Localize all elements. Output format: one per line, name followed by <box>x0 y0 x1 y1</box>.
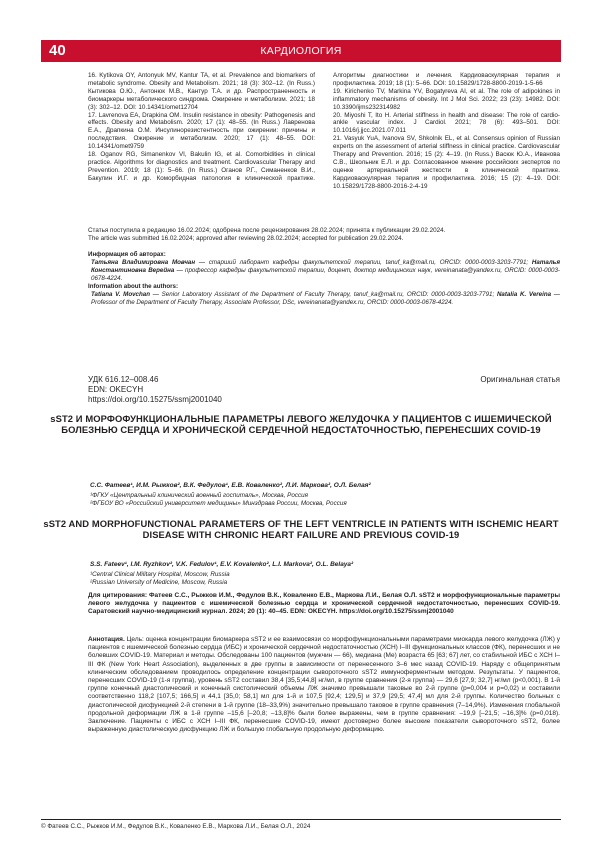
citation: Для цитирования: Фатеев С.С., Рыжков И.М., Федулов В.К., Коваленко Е.В., Маркова Л.И., Белая О.Л. sST2 и морфофункциональные параметры левого желудочка у пациентов с ишемической болезнью сердца и хронической сердечной недостаточностью, перенесших COVID-19. Саратовский научно-медицинский журнал. 2024; 20 (1): 40–45. EDN: OKECYH. https://doi.org/10.15275/ssmj2001040 <box>88 592 560 616</box>
dates-ru: Статья поступила в редакцию 16.02.2024; одобрена после рецензирования 28.02.2024; принята к публикации 29.02.2024. <box>88 227 446 234</box>
abstract-label: Аннотация. <box>88 636 125 643</box>
authors-heading-en: Information about the authors: <box>88 283 179 290</box>
affiliation: ¹ФГКУ «Центральный клинический военный госпиталь», Москва, Россия <box>90 492 308 499</box>
submission-dates <box>88 227 560 243</box>
reference-item: 20. Miyoshi T, Ito H. Arterial stiffness in health and disease: The role of cardio-ankle vascular index. J Cardiol. 2021; 78 (6): 493–501. DOI: 10.1016/j.jjcc.2021.07.011 <box>333 111 560 135</box>
copyright-footer: © Фатеев С.С., Рыжков И.М., Федулов В.К., Коваленко Е.В., Маркова Л.И., Белая О.Л., 2024 <box>41 819 561 830</box>
author-name: Natalia K. Vereina <box>496 291 552 298</box>
reference-item: 17. Lavrenova EA, Drapkina OM. Insulin resistance in obesity: Pathogenesis and effects. Obesity and Metabolism. 2020; 17 (1): 48–55. (In Russ.) Лавренова Е.А., Драпкина О.М. Инсулинорезистентность при ожирении: причины и последствия. Ожирение и метаболизм. 2020; 17 (1): 48–55. DOI: 10.14341/omet9759 <box>88 111 315 151</box>
affiliations-en <box>90 571 230 587</box>
reference-item: 21. Vasyuk YuA, Ivanova SV, Shkolnik EL, et al. Consensus opinion of Russian experts on the assessment of arterial stiffness in clinical practice. Cardiovascular Therapy and Prevention. 2016; 15 (2): 4–19. (In Russ.) Васюк Ю.А., Иванова С.В., Школьник Е.Л. и др. Согласованное мнение российских экспертов по оценке артериальной жесткости в клинической практике. Кардиоваскулярная терапия и профилактика. 2016; 15 (2): 4–19. DOI: 10.15829/1728-8800-2016-2-4-19 <box>333 135 560 190</box>
author-names-en: S.S. Fateev¹, I.M. Ryzhkov², V.K. Fedulov¹, E.V. Kovalenko², L.I. Markova², O.L. Belaya² <box>90 561 354 568</box>
affiliation: ²ФГБОУ ВО «Российский университет медицины» Минздрава России, Москва, Россия <box>90 500 347 507</box>
page-number: 40 <box>49 42 66 59</box>
author-name: Наталья Константиновна Верейна <box>91 259 561 274</box>
author-information <box>88 251 560 307</box>
reference-list <box>88 72 560 191</box>
reference-item: 18. Oganov RG, Simanenkov VI, Bakulin IG, et al. Comorbidities in clinical practice. Algorithms for diagnostics and treatment. Cardiovascular Therapy and Prevention. 2019; 18 (1): 5–66. (In Russ.) Оганов Р.Г., Симаненков В.И., Бакулин И.Г. и др. Коморбидная патология в клинической практике. Алгоритмы диагностики и лечения. Кардиоваскулярная терапия и профилактика. 2019; 18 (1): 5–66. DOI: 10.15829/1728-8800-2019-1-5-66 <box>88 72 560 182</box>
abstract <box>88 636 560 734</box>
author-details: — Professor of the Department of Faculty Therapy, Associate Professor, DSc, vereinanata@yandex.ru, ORCID: 0000-0003-0678-4224. <box>91 291 560 306</box>
authors-heading-ru: Информация об авторах: <box>88 251 166 258</box>
reference-item: 19. Kirichenko TV, Markina YV, Bogatyreva AI, et al. The role of adipokines in inflammatory mechanisms of obesity. Int J Mol Sci. 2022; 23 (23): 14982. DOI: 10.3390/ijms232314982 <box>333 87 560 111</box>
author-name: Tatiana V. Movchan <box>91 291 151 298</box>
affiliation: ¹Central Clinical Military Hospital, Moscow, Russia <box>90 571 230 578</box>
section-title: КАРДИОЛОГИЯ <box>260 45 342 57</box>
edn-code: EDN: OKECYH <box>88 385 144 394</box>
authors-body-en <box>88 291 560 307</box>
reference-item: 16. Kytikova OY, Antonyuk MV, Kantur TA, et al. Prevalence and biomarkers of metabolic syndrome. Obesity and Metabolism. 2021; 18 (3): 302–12. (In Russ.) Кытикова О.Ю., Антонюк М.В., Кантур Т.А. и др. Распространенность и биомаркеры метаболического синдрома. Ожирение и метаболизм. 2021; 18 (3): 302–12. DOI: 10.14341/omet12704 <box>88 72 315 111</box>
authors-body-ru <box>88 259 560 283</box>
udc-code: УДК 616.12–008.46 <box>88 375 159 384</box>
author-details: — Senior Laboratory Assistant of the Department of Faculty Therapy, tanuf_ka@mail.ru, ORCID: 0000-0003-3203-7791; <box>150 291 495 298</box>
author-name: Татьяна Владимировна Мовчан <box>91 259 196 266</box>
article-title-ru: sST2 И МОРФОФУНКЦИОНАЛЬНЫЕ ПАРАМЕТРЫ ЛЕВОГО ЖЕЛУДОЧКА У ПАЦИЕНТОВ С ИШЕМИЧЕСКОЙ БОЛЕЗНЬЮ СЕРДЦА И ХРОНИЧЕСКОЙ СЕРДЕЧНОЙ НЕДОСТАТОЧНОСТЬЮ, ПЕРЕНЕСШИХ COVID-19 <box>50 413 552 435</box>
author-names-ru: С.С. Фатеев¹, И.М. Рыжков², В.К. Федулов¹, Е.В. Коваленко², Л.И. Маркова², О.Л. Белая² <box>90 482 371 489</box>
page-header <box>41 40 561 62</box>
affiliation: ²Russian University of Medicine, Moscow, Russia <box>90 579 228 586</box>
article-title-en: sST2 AND MORPHOFUNCTIONAL PARAMETERS OF THE LEFT VENTRICLE IN PATIENTS WITH ISCHEMIC HEART DISEASE WITH CHRONIC HEART FAILURE AND PREVIOUS COVID-19 <box>43 518 559 540</box>
abstract-text: Цель: оценка концентрации биомаркера sST2 и ее взаимосвязи со морфофункциональными параметрами миокарда левого желудочка (ЛЖ) у пациентов с ишемической болезнью сердца (ИБС) и хронической сердечной недостаточностью (ХСН) I–III функциональных классов (ФК), перенесших и не болевших COVID-19. Материал и методы. Обследованы 100 пациентов (мужчин — 66), медиана (Me) возраста 65 [63; 67] лет, со стабильной ИБС с ХСН I–III ФК (New York Heart Association), выделенных в две группы в зависимости от перенесенного 3–6 мес назад COVID-19. Наряду с общепринятым клиническим обследованием проводилось определение концентрации сывороточного sST2 иммуноферментным методом. Результаты. У пациентов, перенесших COVID-19 (1-я группа), уровень sST2 составил 38,4 [35,5;44,8] нг/мл, в группе сравнения (2-я группа) — 29,6 [27,9; 32,7] нг/мл (p<0,001). В 1-й группе конечный диастолический и конечный систолический объемы ЛЖ значимо превышали таковые во 2-й группе (p=0,004 и p=0,02) и составили соответственно 118,2 [107,5; 166,5] и 44,1 [35,0; 58,1] мл для 1-й и 107,5 [92,4; 129,5] и 37,9 [29,5; 47,4] мл для 2-й группы. Количество больных с диастолической дисфункцией 2-й степени в 1-й группе (18–33,9%) значительно превышало таковое в группе сравнения (7–14,9%). Изменения глобальной продольной деформации ЛЖ в 1-й группе –15,6 [–20,8; –13,8]% были более выражены, чем в группе сравнения: –19,9 [–21,5; –16,3]% (p=0,018). Заключение. Пациенты с ИБС с ХСН I–III ФК, перенесшие COVID-19, имеют достоверно более высокие показатели сывороточного sST2, более выраженную диастолическую дисфункцию ЛЖ и большую глобальную продольную деформацию. <box>88 636 560 734</box>
author-details: — старший лаборант кафедры факультетской терапии, tanuf_ka@mail.ru, ORCID: 0000-0003-3203-7791; <box>195 259 529 266</box>
udc-block <box>88 375 222 405</box>
dates-en: The article was submitted 16.02.2024; approved after reviewing 28.02.2024; accepted for publication 29.02.2024. <box>88 235 404 242</box>
article-type: Оригинальная статья <box>480 375 560 384</box>
affiliations-ru <box>90 492 347 508</box>
doi-link[interactable]: https://doi.org/10.15275/ssmj2001040 <box>88 395 222 404</box>
author-details: — профессор кафедры факультетской терапии, доцент, доктор медицинских наук, vereinanata@yandex.ru, ORCID: 0000-0003-0678-4224. <box>91 267 560 282</box>
